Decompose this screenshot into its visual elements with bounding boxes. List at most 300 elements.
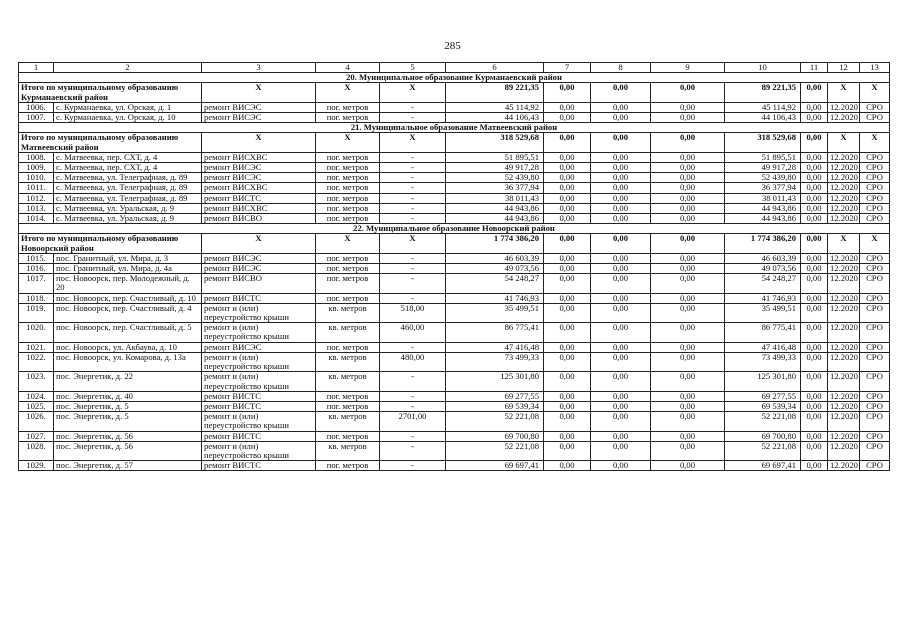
table-row [19, 352, 890, 371]
cell-col-4: пог. метров [316, 264, 380, 274]
header-row [19, 63, 890, 73]
cell-col-8: 0,00 [591, 193, 651, 203]
cell-col-5: - [380, 274, 446, 293]
cell-col-10: 47 416,48 [725, 342, 801, 352]
cell-col-13: СРО [860, 264, 890, 274]
cell-col-7: 0,00 [544, 391, 591, 401]
cell-col-4: кв. метров [316, 372, 380, 391]
cell-col-10: 54 248,27 [725, 274, 801, 293]
cell-col-7: 0,00 [544, 173, 591, 183]
total-c5: X [380, 133, 446, 152]
section-row [19, 224, 890, 234]
column-number-8: 8 [591, 63, 651, 73]
cell-col-10: 35 499,51 [725, 303, 801, 322]
cell-col-10: 36 377,94 [725, 183, 801, 193]
cell-col-4: пог. метров [316, 173, 380, 183]
cell-col-6: 49 917,28 [446, 163, 544, 173]
cell-col-13: СРО [860, 303, 890, 322]
cell-col-6: 38 011,43 [446, 193, 544, 203]
cell-col-11: 0,00 [801, 214, 828, 224]
cell-col-3: ремонт ВИСЭС [202, 102, 316, 112]
column-number-7: 7 [544, 63, 591, 73]
column-number-2: 2 [54, 63, 202, 73]
cell-col-8: 0,00 [591, 274, 651, 293]
column-number-3: 3 [202, 63, 316, 73]
cell-col-6: 86 775,41 [446, 323, 544, 342]
cell-col-7: 0,00 [544, 102, 591, 112]
cell-col-2: пос. Новоорск, ул. Акбаува, д. 10 [54, 342, 202, 352]
cell-col-6: 69 539,34 [446, 401, 544, 411]
cell-col-7: 0,00 [544, 214, 591, 224]
cell-col-2: пос. Новоорск, пер. Счастливый, д. 4 [54, 303, 202, 322]
cell-col-2: с. Курманаевка, ул. Орская, д. 10 [54, 113, 202, 123]
cell-col-2: с. Курманаевка, ул. Орская, д. 1 [54, 102, 202, 112]
cell-col-13: СРО [860, 113, 890, 123]
cell-col-12: 12.2020 [828, 352, 860, 371]
cell-col-2: пос. Энергетик, д. 56 [54, 441, 202, 460]
total-c12: X [828, 234, 860, 253]
total-c5: X [380, 83, 446, 102]
cell-col-7: 0,00 [544, 163, 591, 173]
cell-col-11: 0,00 [801, 113, 828, 123]
cell-col-9: 0,00 [651, 352, 725, 371]
cell-col-1: 1018. [19, 293, 54, 303]
cell-col-6: 35 499,51 [446, 303, 544, 322]
cell-col-11: 0,00 [801, 253, 828, 263]
cell-col-12: 12.2020 [828, 412, 860, 431]
cell-col-9: 0,00 [651, 293, 725, 303]
cell-col-12: 12.2020 [828, 183, 860, 193]
cell-col-1: 1024. [19, 391, 54, 401]
cell-col-8: 0,00 [591, 163, 651, 173]
cell-col-3: ремонт ВИСТС [202, 193, 316, 203]
cell-col-1: 1014. [19, 214, 54, 224]
cell-col-1: 1010. [19, 173, 54, 183]
cell-col-4: пог. метров [316, 163, 380, 173]
cell-col-6: 45 114,92 [446, 102, 544, 112]
total-c6: 318 529,68 [446, 133, 544, 152]
cell-col-2: с. Матвеевка, ул. Телеграфная, д. 89 [54, 193, 202, 203]
cell-col-5: - [380, 214, 446, 224]
cell-col-11: 0,00 [801, 391, 828, 401]
cell-col-13: СРО [860, 102, 890, 112]
cell-col-1: 1008. [19, 152, 54, 162]
cell-col-6: 69 277,55 [446, 391, 544, 401]
total-c4: X [316, 83, 380, 102]
table-row [19, 102, 890, 112]
cell-col-7: 0,00 [544, 412, 591, 431]
cell-col-8: 0,00 [591, 412, 651, 431]
cell-col-9: 0,00 [651, 102, 725, 112]
cell-col-7: 0,00 [544, 372, 591, 391]
cell-col-2: с. Матвеевка, ул. Уральская, д. 9 [54, 203, 202, 213]
section-title: 21. Муниципальное образование Матвеевский район [19, 123, 890, 133]
total-c13: X [860, 83, 890, 102]
cell-col-12: 12.2020 [828, 461, 860, 471]
table-row [19, 372, 890, 391]
total-c6: 1 774 386,20 [446, 234, 544, 253]
total-row [19, 83, 890, 102]
total-c12: X [828, 83, 860, 102]
cell-col-8: 0,00 [591, 342, 651, 352]
cell-col-1: 1025. [19, 401, 54, 411]
cell-col-5: - [380, 441, 446, 460]
cell-col-4: кв. метров [316, 412, 380, 431]
total-c11: 0,00 [801, 83, 828, 102]
cell-col-2: пос. Гранитный, ул. Мира, д. 3 [54, 253, 202, 263]
cell-col-9: 0,00 [651, 342, 725, 352]
cell-col-12: 12.2020 [828, 274, 860, 293]
total-c10: 318 529,68 [725, 133, 801, 152]
column-number-1: 1 [19, 63, 54, 73]
cell-col-2: пос. Энергетик, д. 56 [54, 431, 202, 441]
cell-col-3: ремонт ВИСХВС [202, 203, 316, 213]
cell-col-8: 0,00 [591, 441, 651, 460]
cell-col-13: СРО [860, 401, 890, 411]
cell-col-5: - [380, 102, 446, 112]
cell-col-9: 0,00 [651, 372, 725, 391]
cell-col-2: с. Матвеевка, пер. СХТ, д. 4 [54, 152, 202, 162]
cell-col-5: - [380, 264, 446, 274]
cell-col-9: 0,00 [651, 431, 725, 441]
total-c12: X [828, 133, 860, 152]
cell-col-5: - [380, 173, 446, 183]
cell-col-1: 1021. [19, 342, 54, 352]
cell-col-2: пос. Энергетик, д. 5 [54, 412, 202, 431]
cell-col-1: 1007. [19, 113, 54, 123]
cell-col-2: пос. Энергетик, д. 57 [54, 461, 202, 471]
cell-col-7: 0,00 [544, 113, 591, 123]
cell-col-11: 0,00 [801, 412, 828, 431]
cell-col-1: 1009. [19, 163, 54, 173]
table-row [19, 431, 890, 441]
cell-col-9: 0,00 [651, 253, 725, 263]
cell-col-4: кв. метров [316, 323, 380, 342]
cell-col-1: 1015. [19, 253, 54, 263]
cell-col-11: 0,00 [801, 173, 828, 183]
cell-col-7: 0,00 [544, 401, 591, 411]
cell-col-4: пог. метров [316, 274, 380, 293]
column-number-13: 13 [860, 63, 890, 73]
cell-col-6: 54 248,27 [446, 274, 544, 293]
cell-col-5: 460,00 [380, 323, 446, 342]
cell-col-5: - [380, 113, 446, 123]
cell-col-10: 49 073,56 [725, 264, 801, 274]
cell-col-6: 49 073,56 [446, 264, 544, 274]
cell-col-8: 0,00 [591, 323, 651, 342]
cell-col-13: СРО [860, 163, 890, 173]
cell-col-3: ремонт ВИСТС [202, 391, 316, 401]
cell-col-3: ремонт и (или) переустройство крыши [202, 372, 316, 391]
cell-col-1: 1019. [19, 303, 54, 322]
cell-col-12: 12.2020 [828, 431, 860, 441]
cell-col-13: СРО [860, 293, 890, 303]
cell-col-12: 12.2020 [828, 293, 860, 303]
cell-col-2: пос. Новоорск, пер. Молодежный, д. 20 [54, 274, 202, 293]
cell-col-10: 69 697,41 [725, 461, 801, 471]
cell-col-9: 0,00 [651, 203, 725, 213]
cell-col-12: 12.2020 [828, 391, 860, 401]
cell-col-11: 0,00 [801, 303, 828, 322]
cell-col-3: ремонт ВИСЭС [202, 163, 316, 173]
cell-col-1: 1006. [19, 102, 54, 112]
cell-col-4: пог. метров [316, 102, 380, 112]
cell-col-5: - [380, 342, 446, 352]
cell-col-1: 1027. [19, 431, 54, 441]
total-c7: 0,00 [544, 83, 591, 102]
cell-col-5: - [380, 152, 446, 162]
total-c7: 0,00 [544, 234, 591, 253]
cell-col-11: 0,00 [801, 372, 828, 391]
cell-col-10: 44 943,86 [725, 214, 801, 224]
cell-col-5: - [380, 401, 446, 411]
cell-col-10: 69 277,55 [725, 391, 801, 401]
cell-col-9: 0,00 [651, 214, 725, 224]
cell-col-11: 0,00 [801, 431, 828, 441]
total-c4: X [316, 234, 380, 253]
cell-col-5: - [380, 193, 446, 203]
cell-col-4: пог. метров [316, 253, 380, 263]
cell-col-11: 0,00 [801, 102, 828, 112]
total-label: Итого по муниципальному образованию Курманаевский район [19, 83, 202, 102]
table-row [19, 183, 890, 193]
cell-col-4: пог. метров [316, 342, 380, 352]
cell-col-8: 0,00 [591, 303, 651, 322]
cell-col-7: 0,00 [544, 431, 591, 441]
cell-col-7: 0,00 [544, 293, 591, 303]
total-c11: 0,00 [801, 234, 828, 253]
total-c8: 0,00 [591, 83, 651, 102]
cell-col-5: - [380, 293, 446, 303]
cell-col-13: СРО [860, 461, 890, 471]
cell-col-13: СРО [860, 431, 890, 441]
cell-col-4: пог. метров [316, 293, 380, 303]
cell-col-3: ремонт ВИСТС [202, 461, 316, 471]
table-row [19, 163, 890, 173]
cell-col-2: пос. Новоорск, пер. Счастливый, д. 10 [54, 293, 202, 303]
cell-col-12: 12.2020 [828, 441, 860, 460]
cell-col-13: СРО [860, 193, 890, 203]
cell-col-4: кв. метров [316, 303, 380, 322]
cell-col-6: 36 377,94 [446, 183, 544, 193]
cell-col-10: 44 106,43 [725, 113, 801, 123]
cell-col-1: 1028. [19, 441, 54, 460]
column-number-4: 4 [316, 63, 380, 73]
table-row [19, 461, 890, 471]
cell-col-1: 1023. [19, 372, 54, 391]
cell-col-9: 0,00 [651, 183, 725, 193]
cell-col-10: 51 895,51 [725, 152, 801, 162]
cell-col-9: 0,00 [651, 461, 725, 471]
cell-col-9: 0,00 [651, 173, 725, 183]
cell-col-7: 0,00 [544, 253, 591, 263]
cell-col-13: СРО [860, 372, 890, 391]
cell-col-6: 46 603,39 [446, 253, 544, 263]
cell-col-3: ремонт ВИСВО [202, 214, 316, 224]
cell-col-8: 0,00 [591, 461, 651, 471]
cell-col-13: СРО [860, 342, 890, 352]
cell-col-10: 52 221,08 [725, 412, 801, 431]
total-c13: X [860, 234, 890, 253]
cell-col-1: 1026. [19, 412, 54, 431]
cell-col-3: ремонт ВИСЭС [202, 253, 316, 263]
cell-col-8: 0,00 [591, 253, 651, 263]
cell-col-4: пог. метров [316, 193, 380, 203]
total-c6: 89 221,35 [446, 83, 544, 102]
cell-col-3: ремонт ВИСЭС [202, 113, 316, 123]
cell-col-8: 0,00 [591, 173, 651, 183]
cell-col-5: - [380, 461, 446, 471]
cell-col-5: - [380, 203, 446, 213]
cell-col-10: 44 943,86 [725, 203, 801, 213]
cell-col-1: 1013. [19, 203, 54, 213]
cell-col-6: 69 700,80 [446, 431, 544, 441]
cell-col-10: 45 114,92 [725, 102, 801, 112]
cell-col-10: 69 700,80 [725, 431, 801, 441]
column-number-11: 11 [801, 63, 828, 73]
cell-col-3: ремонт ВИСХВС [202, 183, 316, 193]
cell-col-12: 12.2020 [828, 401, 860, 411]
total-c10: 89 221,35 [725, 83, 801, 102]
cell-col-8: 0,00 [591, 431, 651, 441]
section-row [19, 123, 890, 133]
total-row [19, 133, 890, 152]
work-schedule-table [18, 62, 890, 471]
cell-col-13: СРО [860, 323, 890, 342]
cell-col-13: СРО [860, 253, 890, 263]
cell-col-12: 12.2020 [828, 193, 860, 203]
cell-col-12: 12.2020 [828, 342, 860, 352]
cell-col-9: 0,00 [651, 163, 725, 173]
cell-col-11: 0,00 [801, 323, 828, 342]
cell-col-7: 0,00 [544, 352, 591, 371]
cell-col-4: пог. метров [316, 391, 380, 401]
cell-col-8: 0,00 [591, 203, 651, 213]
cell-col-6: 47 416,48 [446, 342, 544, 352]
cell-col-2: пос. Новоорск, пер. Счастливый, д. 5 [54, 323, 202, 342]
column-number-9: 9 [651, 63, 725, 73]
table-row [19, 152, 890, 162]
cell-col-7: 0,00 [544, 203, 591, 213]
cell-col-11: 0,00 [801, 441, 828, 460]
cell-col-1: 1012. [19, 193, 54, 203]
cell-col-3: ремонт и (или) переустройство крыши [202, 352, 316, 371]
cell-col-11: 0,00 [801, 264, 828, 274]
cell-col-12: 12.2020 [828, 372, 860, 391]
cell-col-6: 44 943,86 [446, 214, 544, 224]
cell-col-7: 0,00 [544, 461, 591, 471]
cell-col-13: СРО [860, 352, 890, 371]
cell-col-7: 0,00 [544, 193, 591, 203]
cell-col-8: 0,00 [591, 401, 651, 411]
cell-col-6: 125 301,80 [446, 372, 544, 391]
cell-col-9: 0,00 [651, 441, 725, 460]
cell-col-4: пог. метров [316, 214, 380, 224]
total-c3: X [202, 234, 316, 253]
cell-col-6: 69 697,41 [446, 461, 544, 471]
cell-col-3: ремонт ВИСХВС [202, 152, 316, 162]
cell-col-8: 0,00 [591, 372, 651, 391]
cell-col-2: с. Матвеевка, пер. СХТ, д. 4 [54, 163, 202, 173]
cell-col-13: СРО [860, 214, 890, 224]
cell-col-6: 44 943,86 [446, 203, 544, 213]
cell-col-11: 0,00 [801, 293, 828, 303]
cell-col-5: - [380, 431, 446, 441]
cell-col-1: 1011. [19, 183, 54, 193]
section-title: 22. Муниципальное образование Новоорский район [19, 224, 890, 234]
cell-col-5: - [380, 183, 446, 193]
cell-col-12: 12.2020 [828, 323, 860, 342]
cell-col-12: 12.2020 [828, 102, 860, 112]
table-row [19, 303, 890, 322]
cell-col-13: СРО [860, 173, 890, 183]
total-row [19, 234, 890, 253]
section-row [19, 73, 890, 83]
cell-col-13: СРО [860, 441, 890, 460]
cell-col-4: кв. метров [316, 441, 380, 460]
total-c11: 0,00 [801, 133, 828, 152]
cell-col-6: 52 439,80 [446, 173, 544, 183]
table-row [19, 214, 890, 224]
column-number-6: 6 [446, 63, 544, 73]
cell-col-10: 86 775,41 [725, 323, 801, 342]
cell-col-7: 0,00 [544, 441, 591, 460]
cell-col-6: 73 499,33 [446, 352, 544, 371]
cell-col-10: 41 746,93 [725, 293, 801, 303]
cell-col-9: 0,00 [651, 264, 725, 274]
cell-col-13: СРО [860, 183, 890, 193]
total-c9: 0,00 [651, 133, 725, 152]
cell-col-3: ремонт ВИСТС [202, 431, 316, 441]
cell-col-9: 0,00 [651, 303, 725, 322]
cell-col-11: 0,00 [801, 352, 828, 371]
cell-col-12: 12.2020 [828, 214, 860, 224]
cell-col-7: 0,00 [544, 152, 591, 162]
table-row [19, 441, 890, 460]
cell-col-11: 0,00 [801, 193, 828, 203]
cell-col-5: 2701,00 [380, 412, 446, 431]
cell-col-12: 12.2020 [828, 264, 860, 274]
cell-col-13: СРО [860, 203, 890, 213]
cell-col-3: ремонт ВИСЭС [202, 264, 316, 274]
cell-col-11: 0,00 [801, 274, 828, 293]
cell-col-7: 0,00 [544, 264, 591, 274]
cell-col-8: 0,00 [591, 152, 651, 162]
cell-col-3: ремонт ВИСЭС [202, 342, 316, 352]
cell-col-6: 52 221,08 [446, 441, 544, 460]
cell-col-8: 0,00 [591, 293, 651, 303]
cell-col-7: 0,00 [544, 303, 591, 322]
cell-col-12: 12.2020 [828, 163, 860, 173]
cell-col-11: 0,00 [801, 401, 828, 411]
cell-col-5: - [380, 372, 446, 391]
cell-col-5: - [380, 163, 446, 173]
cell-col-4: кв. метров [316, 352, 380, 371]
cell-col-13: СРО [860, 391, 890, 401]
cell-col-5: 480,00 [380, 352, 446, 371]
column-number-5: 5 [380, 63, 446, 73]
cell-col-9: 0,00 [651, 412, 725, 431]
cell-col-9: 0,00 [651, 113, 725, 123]
cell-col-1: 1017. [19, 274, 54, 293]
cell-col-6: 41 746,93 [446, 293, 544, 303]
cell-col-10: 125 301,80 [725, 372, 801, 391]
cell-col-9: 0,00 [651, 401, 725, 411]
cell-col-8: 0,00 [591, 391, 651, 401]
cell-col-6: 51 895,51 [446, 152, 544, 162]
total-c5: X [380, 234, 446, 253]
cell-col-8: 0,00 [591, 352, 651, 371]
